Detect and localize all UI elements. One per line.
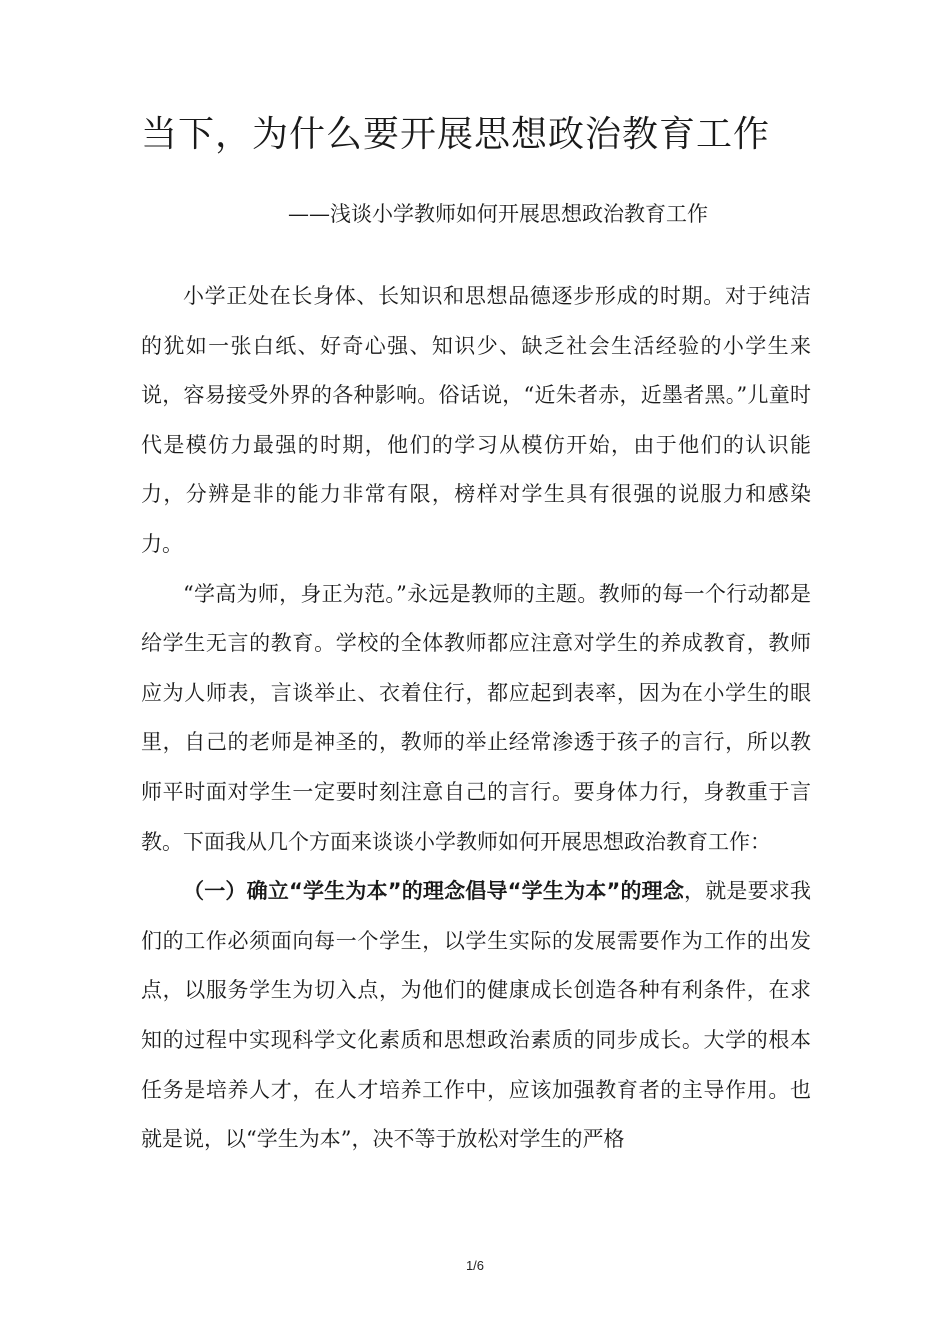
page-number: 1/6 [465,1258,485,1273]
paragraph-teacher-role: “学高为师，身正为范。”永远是教师的主题。教师的每一个行动都是给学生无言的教育。学校的全体教师都应注意对学生的养成教育，教师应为人师表，言谈举止、衣着住行，都应起到表率，因为在小学生的眼里，自己的老师是神圣的，教师的举止经常渗透于孩子的言行，所以教师平时面对学生一定要时刻注意自己的言行。要身体力行，身教重于言教。下面我从几个方面来谈谈小学教师如何开展思想政治教育工作： [141,581,811,854]
document-subtitle: ——浅谈小学教师如何开展思想政治教育工作 [288,202,708,226]
section-one-heading: （一）确立“学生为本”的理念倡导“学生为本”的理念 [183,879,685,904]
section-one-text: ，就是要求我们的工作必须面向每一个学生，以学生实际的发展需要作为工作的出发点，以服务学生为切入点，为他们的健康成长创造各种有利条件，在求知的过程中实现科学文化素质和思想政治素质的同步成长。大学的根本任务是培养人才，在人才培养工作中，应该加强教育者的主导作用。也就是说，以“学生为本”，决不等于放松对学生的严格 [141,879,811,1152]
paragraph-intro: 小学正处在长身体、长知识和思想品德逐步形成的时期。对于纯洁的犹如一张白纸、好奇心强、知识少、缺乏社会生活经验的小学生来说，容易接受外界的各种影响。俗话说，“近朱者赤，近墨者黑。”儿童时代是模仿力最强的时期，他们的学习从模仿开始，由于他们的认识能力，分辨是非的能力非常有限，榜样对学生具有很强的说服力和感染力。 [141,284,811,556]
document-title: 当下，为什么要开展思想政治教育工作 [141,114,771,155]
paragraph-section-one [141,867,811,1165]
document-body [141,272,811,1165]
